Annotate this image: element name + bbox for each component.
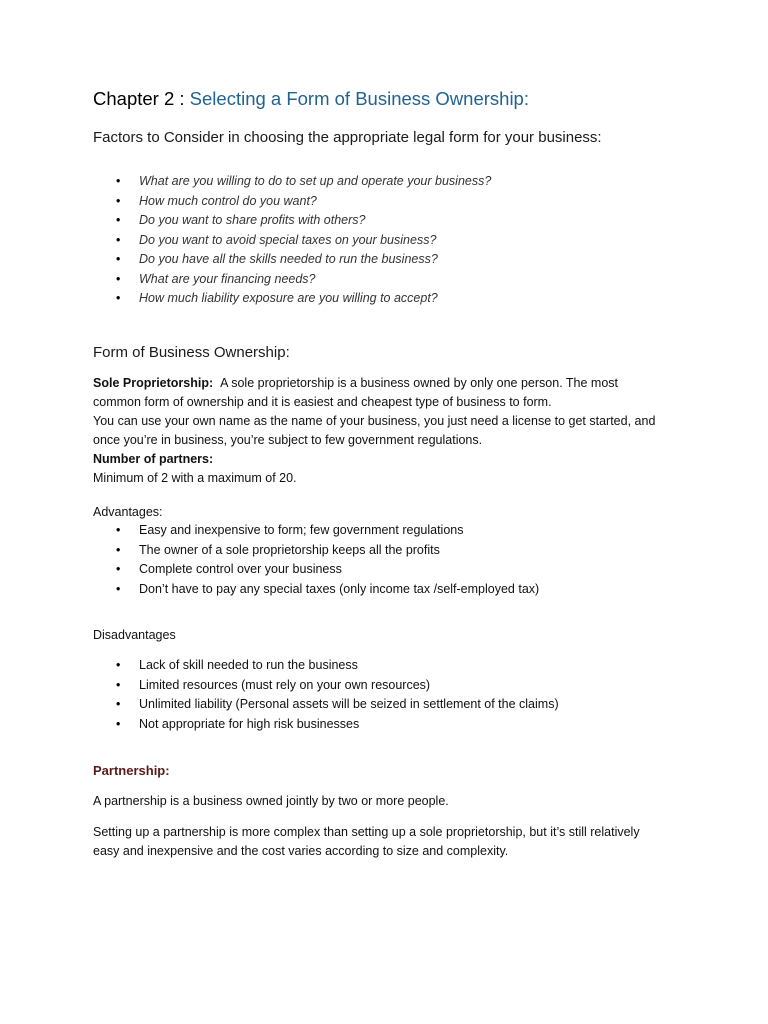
partnership-para-2-line-1: Setting up a partnership is more complex than setting up a sole proprietorship, but it’s still relatively bbox=[93, 825, 640, 839]
chapter-heading bbox=[93, 88, 529, 110]
question-item: • How much control do you want? bbox=[116, 192, 491, 212]
sole-line-3: You can use your own name as the name of your business, you just need a license to get started, and bbox=[93, 414, 656, 428]
partnership-para-1: A partnership is a business owned jointly by two or more people. bbox=[93, 794, 449, 808]
chapter-label: Chapter 2 : bbox=[93, 88, 190, 109]
sole-line-1 bbox=[93, 374, 618, 393]
disadvantage-item: • Unlimited liability (Personal assets will be seized in settlement of the claims) bbox=[116, 695, 559, 715]
question-item: • What are you willing to do to set up and operate your business? bbox=[116, 172, 491, 192]
disadvantage-item: • Not appropriate for high risk businesses bbox=[116, 715, 559, 735]
sole-label: Sole Proprietorship: bbox=[93, 376, 214, 390]
partners-label: Number of partners: bbox=[93, 452, 214, 466]
sole-line-1-text: A sole proprietorship is a business owned by only one person. The most bbox=[220, 376, 619, 390]
disadvantages-label: Disadvantages bbox=[93, 628, 176, 642]
advantage-item: • Easy and inexpensive to form; few government regulations bbox=[116, 521, 539, 541]
disadvantage-item: • Lack of skill needed to run the business bbox=[116, 656, 559, 676]
forms-heading: Form of Business Ownership: bbox=[93, 344, 290, 361]
advantage-item: • The owner of a sole proprietorship keeps all the profits bbox=[116, 541, 539, 561]
question-item: • Do you have all the skills needed to run the business? bbox=[116, 250, 491, 270]
advantages-label: Advantages: bbox=[93, 505, 163, 519]
advantage-item: • Complete control over your business bbox=[116, 560, 539, 580]
question-item: • What are your financing needs? bbox=[116, 270, 491, 290]
sole-line-4: once you’re in business, you’re subject to few government regulations. bbox=[93, 433, 483, 447]
question-item: • Do you want to avoid special taxes on your business? bbox=[116, 231, 491, 251]
question-item: • Do you want to share profits with others? bbox=[116, 211, 491, 231]
partnership-heading: Partnership: bbox=[93, 763, 170, 778]
factors-heading: Factors to Consider in choosing the appropriate legal form for your business: bbox=[93, 129, 602, 146]
disadvantages-list bbox=[116, 656, 559, 734]
chapter-title: Selecting a Form of Business Ownership: bbox=[189, 88, 529, 109]
advantage-item: • Don’t have to pay any special taxes (only income tax /self-employed tax) bbox=[116, 580, 539, 600]
question-item: • How much liability exposure are you willing to accept? bbox=[116, 289, 491, 309]
partners-value: Minimum of 2 with a maximum of 20. bbox=[93, 471, 297, 485]
advantages-list bbox=[116, 521, 539, 599]
sole-line-2: common form of ownership and it is easiest and cheapest type of business to form. bbox=[93, 395, 552, 409]
factors-question-list bbox=[116, 172, 491, 309]
partnership-para-2-line-2: easy and inexpensive and the cost varies according to size and complexity. bbox=[93, 844, 509, 858]
disadvantage-item: • Limited resources (must rely on your own resources) bbox=[116, 676, 559, 696]
